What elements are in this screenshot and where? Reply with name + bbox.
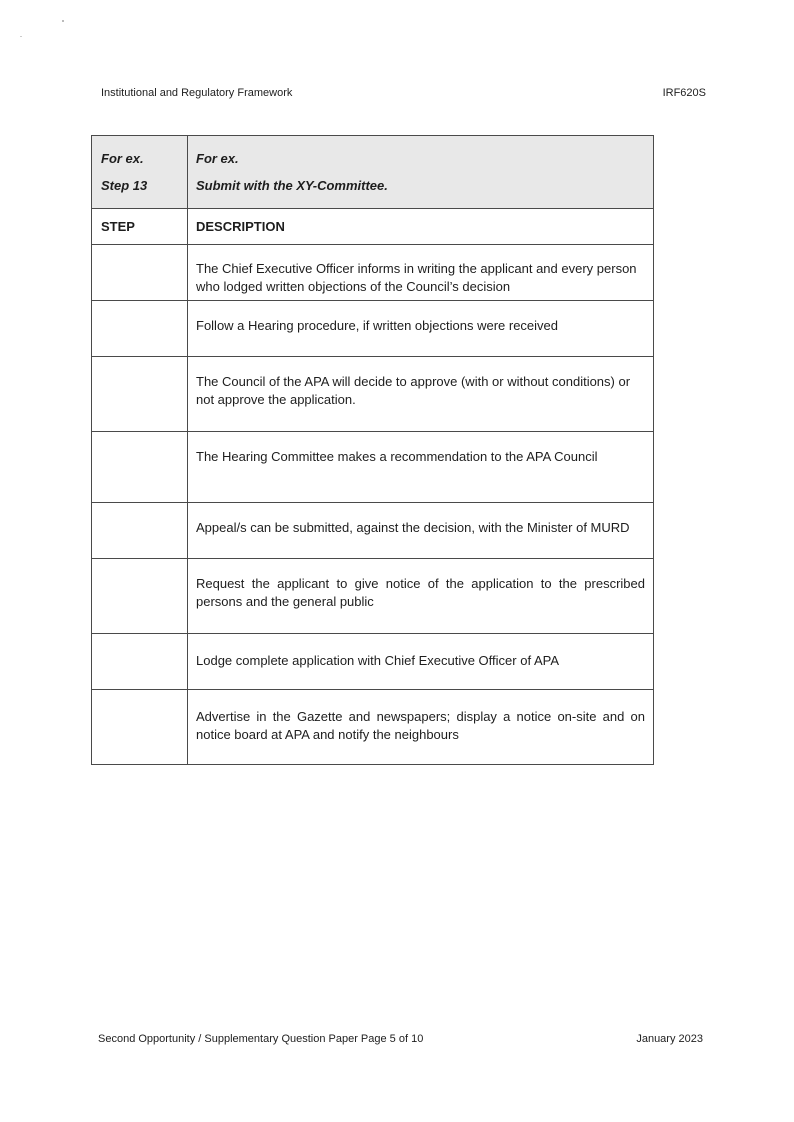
header-course-code: IRF620S bbox=[662, 87, 706, 99]
footer-date: January 2023 bbox=[636, 1033, 703, 1045]
footer-paper-page-info: Second Opportunity / Supplementary Question Paper Page 5 of 10 bbox=[98, 1033, 424, 1045]
description-cell bbox=[188, 559, 654, 634]
example-step-number: Step 13 bbox=[101, 178, 148, 193]
scan-speck bbox=[20, 36, 22, 37]
step-cell[interactable] bbox=[92, 503, 188, 559]
description-text: Advertise in the Gazette and newspapers; display a notice on-site and on notice board at APA and notify the neighbours bbox=[196, 709, 645, 742]
table-row bbox=[92, 432, 654, 503]
description-text: The Chief Executive Officer informs in writing the applicant and every person who lodged written objections of the Council’s decision bbox=[196, 261, 637, 294]
scan-speck bbox=[62, 20, 64, 22]
table-row bbox=[92, 690, 654, 765]
example-step-label: For ex. bbox=[101, 151, 144, 166]
table-row bbox=[92, 634, 654, 690]
table-row bbox=[92, 357, 654, 432]
example-row bbox=[92, 136, 654, 209]
description-text: The Council of the APA will decide to approve (with or without conditions) or not approve the application. bbox=[196, 374, 631, 407]
description-text: Appeal/s can be submitted, against the decision, with the Minister of MURD bbox=[196, 520, 630, 535]
step-cell[interactable] bbox=[92, 559, 188, 634]
table-row bbox=[92, 301, 654, 357]
column-header-step: STEP bbox=[92, 209, 188, 245]
step-cell[interactable] bbox=[92, 634, 188, 690]
description-cell bbox=[188, 634, 654, 690]
description-cell bbox=[188, 503, 654, 559]
example-description-cell bbox=[188, 136, 654, 209]
step-cell[interactable] bbox=[92, 357, 188, 432]
description-text: Follow a Hearing procedure, if written objections were received bbox=[196, 318, 559, 333]
column-header-description: DESCRIPTION bbox=[188, 209, 654, 245]
steps-table bbox=[91, 135, 654, 765]
step-cell[interactable] bbox=[92, 432, 188, 503]
table-row bbox=[92, 503, 654, 559]
description-cell bbox=[188, 301, 654, 357]
example-description-text: Submit with the XY-Committee. bbox=[196, 178, 388, 193]
table-header-row bbox=[92, 209, 654, 245]
table-row bbox=[92, 559, 654, 634]
step-cell[interactable] bbox=[92, 301, 188, 357]
header-course-title: Institutional and Regulatory Framework bbox=[101, 87, 293, 99]
description-text: Request the applicant to give notice of the application to the prescribed persons and the general public bbox=[196, 576, 645, 609]
step-cell[interactable] bbox=[92, 690, 188, 765]
table-row bbox=[92, 245, 654, 301]
step-cell[interactable] bbox=[92, 245, 188, 301]
description-cell bbox=[188, 357, 654, 432]
description-cell bbox=[188, 245, 654, 301]
description-cell bbox=[188, 432, 654, 503]
description-cell bbox=[188, 690, 654, 765]
description-text: The Hearing Committee makes a recommendation to the APA Council bbox=[196, 449, 598, 464]
description-text: Lodge complete application with Chief Executive Officer of APA bbox=[196, 653, 559, 668]
example-description-label: For ex. bbox=[196, 151, 239, 166]
example-step-cell bbox=[92, 136, 188, 209]
